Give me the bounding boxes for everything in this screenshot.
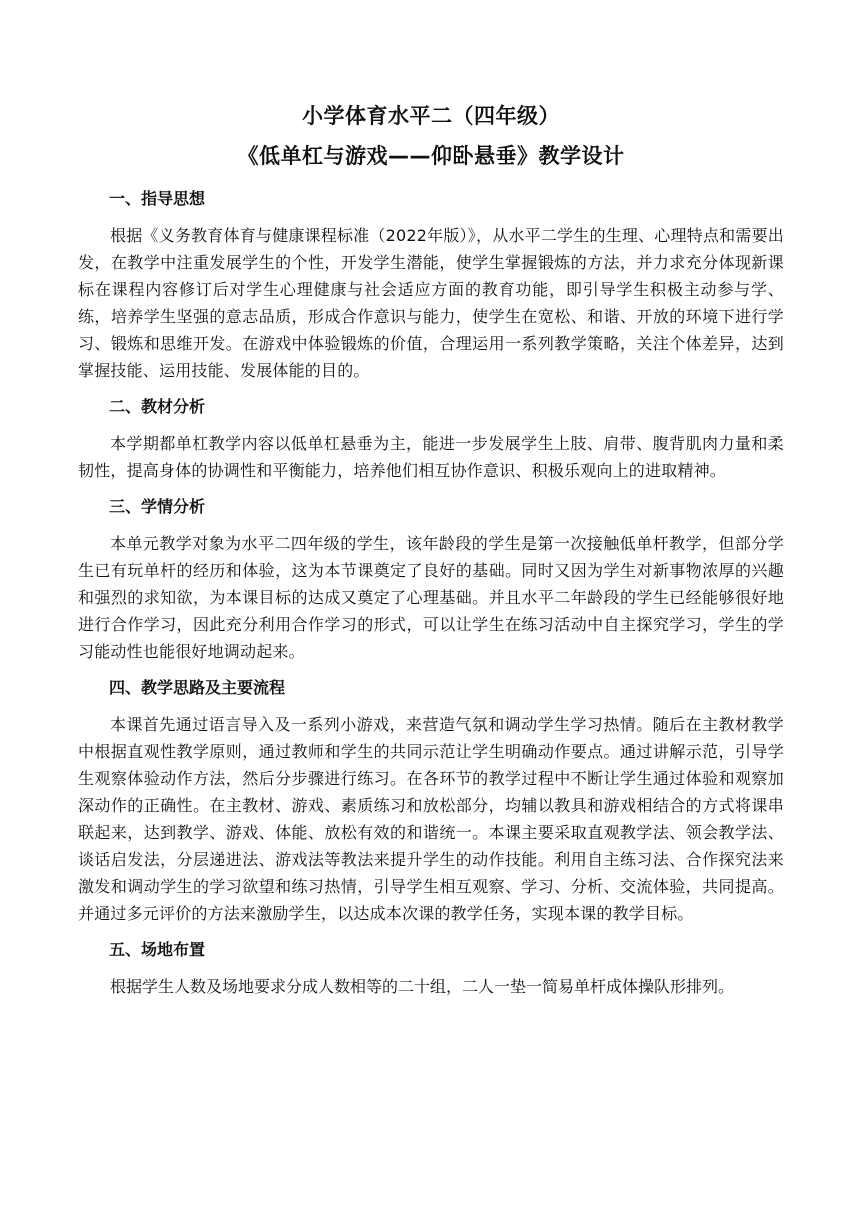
section-heading: 四、教学思路及主要流程: [109, 678, 286, 697]
section-heading: 一、指导思想: [109, 189, 206, 208]
section-student-analysis: [78, 497, 784, 665]
section-guiding-ideology: [78, 189, 784, 384]
section-heading: 三、学情分析: [109, 497, 206, 516]
section-heading: 二、教材分析: [109, 397, 206, 416]
document-title-line2: 《低单杠与游戏——仰卧悬垂》教学设计: [237, 144, 625, 168]
section-venue-layout: [78, 940, 784, 1000]
section-heading: 五、场地布置: [109, 940, 206, 959]
document-page: [78, 96, 784, 1000]
document-title-line1: 小学体育水平二（四年级）: [302, 104, 560, 128]
section-paragraph: 根据《义务教育体育与健康课程标准（2022年版）》，从水平二学生的生理、心理特点和需要出发，在教学中注重发展学生的个性，开发学生潜能，使学生掌握锻炼的方法，并力求充分体现新课标在课程内容修订后对学生心理健康与社会适应方面的教育功能，即引导学生积极主动参与学、练，培养学生坚强的意志品质，形成合作意识与能力，使学生在宽松、和谐、开放的环境下进行学习、锻炼和思维开发。在游戏中体验锻炼的价值，合理运用一系列教学策略，关注个体差异，达到掌握技能、运用技能、发展体能的目的。: [78, 226, 784, 380]
section-paragraph: 本单元教学对象为水平二四年级的学生，该年龄段的学生是第一次接触低单杆教学，但部分学生已有玩单杆的经历和体验，这为本节课奠定了良好的基础。同时又因为学生对新事物浓厚的兴趣和强烈的求知欲，为本课目标的达成又奠定了心理基础。并且水平二年龄段的学生已经能够很好地进行合作学习，因此充分利用合作学习的形式，可以让学生在练习活动中自主探究学习，学生的学习能动性也能很好地调动起来。: [78, 534, 784, 661]
section-material-analysis: [78, 397, 784, 484]
section-paragraph: 本课首先通过语言导入及一系列小游戏，来营造气氛和调动学生学习热情。随后在主教材教学中根据直观性教学原则，通过教师和学生的共同示范让学生明确动作要点。通过讲解示范，引导学生观察体验动作方法，然后分步骤进行练习。在各环节的教学过程中不断让学生通过体验和观察加深动作的正确性。在主教材、游戏、素质练习和放松部分，均辅以教具和游戏相结合的方式将课串联起来，达到教学、游戏、体能、放松有效的和谐统一。本课主要采取直观教学法、领会教学法、谈话启发法，分层递进法、游戏法等教法来提升学生的动作技能。利用自主练习法、合作探究法来激发和调动学生的学习欲望和练习热情，引导学生相互观察、学习、分析、交流体验，共同提高。并通过多元评价的方法来激励学生，以达成本次课的教学任务，实现本课的教学目标。: [78, 715, 784, 923]
section-paragraph: 根据学生人数及场地要求分成人数相等的二十组，二人一垫一简易单杆成体操队形排列。: [110, 977, 735, 996]
section-paragraph: 本学期都单杠教学内容以低单杠悬垂为主，能进一步发展学生上肢、肩带、腹背肌肉力量和柔韧性，提高身体的协调性和平衡能力，培养他们相互协作意识、积极乐观向上的进取精神。: [78, 434, 784, 480]
section-teaching-approach: [78, 678, 784, 927]
